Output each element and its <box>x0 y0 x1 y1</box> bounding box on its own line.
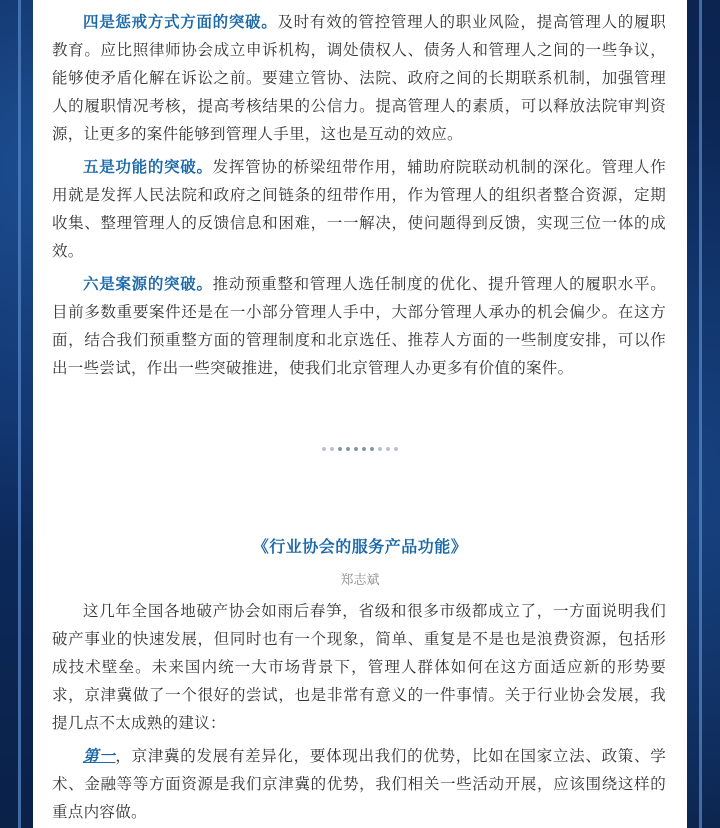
paragraph-lead: 五是功能的突破。 <box>83 158 213 176</box>
paragraph-text: 发挥管协的桥梁纽带作用，辅助府院联动机制的深化。管理人作用就是发挥人民法院和政府之间链条的纽带作用，作为管理人的组织者整合资源，定期收集、整理管理人的反馈信息和困难，一一解决，使问题得到反馈，实现三位一体的成效。 <box>52 158 667 260</box>
paragraph-lead: 第一 <box>83 747 116 765</box>
paragraph-case-source <box>52 270 666 382</box>
paragraph-first <box>52 742 666 826</box>
paragraph-function <box>52 153 666 265</box>
divider-dot <box>386 447 390 451</box>
section-title: 《行业协会的服务产品功能》 <box>252 537 468 556</box>
divider-dot <box>346 447 350 451</box>
right-border-decoration <box>699 0 702 828</box>
divider-dot <box>362 447 366 451</box>
paragraph-text: 推动预重整和管理人选任制度的优化、提升管理人的履职水平。目前多数重要案件还是在一小部分管理人手中，大部分管理人承办的机会偏少。在这方面，结合我们预重整方面的管理制度和北京选任、推荐人方面的一些制度安排，可以作出一些尝试，作出一些突破推进，使我们北京管理人办更多有价值的案件。 <box>52 275 667 377</box>
paragraph-text: ，京津冀的发展有差异化，要体现出我们的优势，比如在国家立法、政策、学术、金融等等方面资源是我们京津冀的优势，我们相关一些活动开展，应该围绕这样的重点内容做。 <box>52 747 667 821</box>
paragraph-text: 及时有效的管控管理人的职业风险，提高管理人的履职教育。应比照律师协会成立申诉机构，调处债权人、债务人和管理人之间的一些争议，能够使矛盾化解在诉讼之前。要建立管协、法院、政府之间的长期联系机制，加强管理人的履职情况考核，提高考核结果的公信力。提高管理人的素质，可以释放法院审判资源，让更多的案件能够到管理人手里，这也是互动的效应。 <box>52 13 666 143</box>
paragraph-text: 这几年全国各地破产协会如雨后春笋，省级和很多市级都成立了，一方面说明我们破产事业的快速发展，但同时也有一个现象，简单、重复是不是也是浪费资源，包括形成技术壁垒。未来国内统一大市场背景下，管理人群体如何在这方面适应新的形势要求，京津冀做了一个很好的尝试，也是非常有意义的一件事情。关于行业协会发展，我提几点不太成熟的建议： <box>52 602 666 732</box>
paragraph-lead: 六是案源的突破。 <box>83 275 213 293</box>
divider-dot <box>378 447 382 451</box>
paragraph-intro <box>52 597 666 737</box>
section-author: 郑志斌 <box>340 573 380 588</box>
divider-dot <box>330 447 334 451</box>
divider-dot <box>354 447 358 451</box>
divider-dot <box>322 447 326 451</box>
section-divider <box>33 447 687 451</box>
left-border-decoration <box>18 0 21 828</box>
divider-dot <box>394 447 398 451</box>
paragraph-lead: 四是惩戒方式方面的突破。 <box>83 13 278 31</box>
paragraph-punishment <box>52 8 666 148</box>
divider-dot <box>338 447 342 451</box>
divider-dot <box>370 447 374 451</box>
article-body <box>33 0 687 828</box>
